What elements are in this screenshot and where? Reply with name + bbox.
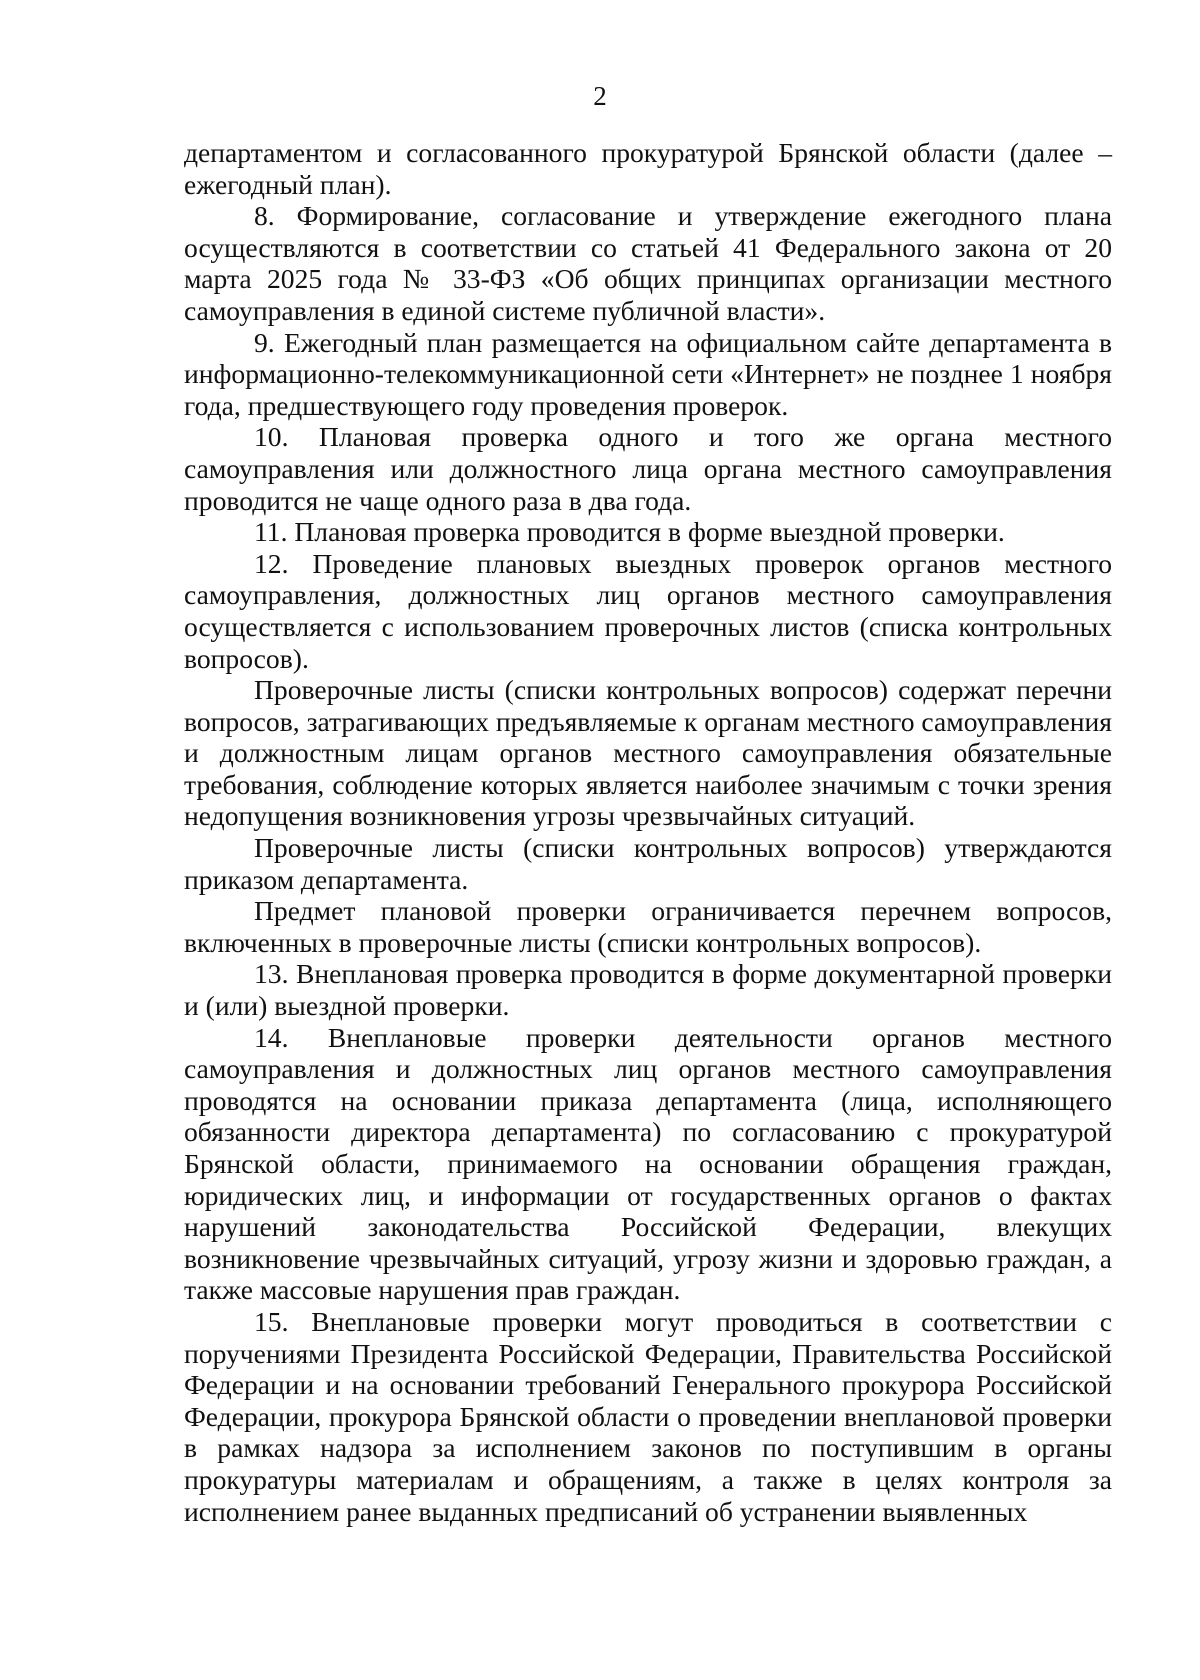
- paragraph-10: 10. Плановая проверка одного и того же органа местного самоуправления или должностного лица органа местного самоуправления проводится не чаще одного раза в два года.: [184, 421, 1112, 516]
- paragraph-11: 11. Плановая проверка проводится в форме выездной проверки.: [254, 516, 1005, 548]
- paragraph-13: 13. Внеплановая проверка проводится в форме документарной проверки и (или) выездной проверки.: [184, 958, 1112, 1022]
- paragraph-continuation: департаментом и согласованного прокуратурой Брянской области (далее – ежегодный план).: [184, 137, 1112, 200]
- paragraph-8: 8. Формирование, согласование и утверждение ежегодного плана осуществляются в соответствии со статьей 41 Федерального закона от 20 марта 2025 года № 33-ФЗ «Об общих принципах организации местного самоуправления в единой системе публичной власти».: [184, 200, 1112, 326]
- paragraph-12-inspection-subject: Предмет плановой проверки ограничивается перечнем вопросов, включенных в проверочные листы (списки контрольных вопросов).: [184, 895, 1112, 958]
- page-number: 2: [593, 81, 607, 111]
- paragraph-12-checklists-content: Проверочные листы (списки контрольных вопросов) содержат перечни вопросов, затрагивающих предъявляемые к органам местного самоуправления и должностным лицам органов местного самоуправления обязательные требования, соблюдение которых является наиболее значимым с точки зрения недопущения возникновения угрозы чрезвычайных ситуаций.: [184, 674, 1112, 832]
- paragraph-9: 9. Ежегодный план размещается на официальном сайте департамента в информационно-телекоммуникационной сети «Интернет» не позднее 1 ноября года, предшествующего году проведения проверок.: [184, 326, 1112, 421]
- paragraph-12: 12. Проведение плановых выездных проверок органов местного самоуправления, должностных лиц органов местного самоуправления осуществляется с использованием проверочных листов (списка контрольных вопросов).: [184, 547, 1112, 674]
- paragraph-14: 14. Внеплановые проверки деятельности органов местного самоуправления и должностных лиц органов местного самоуправления проводятся на основании приказа департамента (лица, исполняющего обязанности директора департамента) по согласованию с прокуратурой Брянской области, принимаемого на основании обращения граждан, юридических лиц, и информации от государственных органов о фактах нарушений законодательства Российской Федерации, влекущих возникновение чрезвычайных ситуаций, угрозу жизни и здоровью граждан, а также массовые нарушения прав граждан.: [184, 1021, 1112, 1306]
- paragraph-15: 15. Внеплановые проверки могут проводиться в соответствии с поручениями Президента Российской Федерации, Правительства Российской Федерации и на основании требований Генерального прокурора Российской Федерации, прокурора Брянской области о проведении внеплановой проверки в рамках надзора за исполнением законов по поступившим в органы прокуратуры материалам и обращениям, а также в целях контроля за исполнением ранее выданных предписаний об устранении выявленных: [184, 1305, 1112, 1527]
- paragraph-12-checklists-approval: Проверочные листы (списки контрольных вопросов) утверждаются приказом департамента.: [184, 832, 1112, 895]
- document-body: [184, 137, 1112, 1527]
